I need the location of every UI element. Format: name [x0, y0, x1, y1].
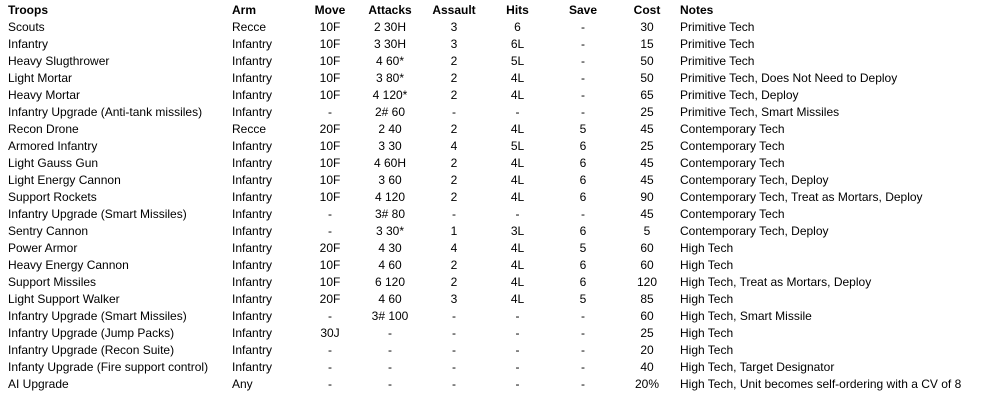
cell-arm: Infantry [232, 326, 273, 340]
cell-arm: Infantry [232, 275, 273, 289]
cell-notes: Primitive Tech, Does Not Need to Deploy [680, 71, 898, 85]
cell-move: - [328, 343, 332, 357]
cell-move: 10F [319, 258, 341, 272]
table-row [0, 325, 989, 342]
cell-assault: 3 [450, 37, 458, 51]
table-row [0, 155, 989, 172]
cell-troops: Power Armor [8, 241, 78, 255]
header-hits: Hits [506, 3, 529, 17]
table-row [0, 376, 989, 393]
cell-move: - [328, 377, 332, 391]
cell-assault: - [452, 309, 456, 323]
cell-move: - [328, 207, 332, 221]
cell-arm: Infantry [232, 37, 273, 51]
cell-move: 10F [319, 71, 341, 85]
cell-move: 20F [319, 241, 341, 255]
header-move: Move [314, 3, 346, 17]
cell-notes: Primitive Tech, Smart Missiles [680, 105, 840, 119]
cell-cost: 45 [640, 156, 654, 170]
cell-notes: Contemporary Tech [680, 156, 785, 170]
cell-troops: Infantry Upgrade (Smart Missiles) [8, 207, 187, 221]
cell-cost: 20 [640, 343, 654, 357]
cell-troops: Heavy Slugthrower [8, 54, 110, 68]
cell-attacks: - [388, 377, 392, 391]
cell-notes: Primitive Tech, Deploy [680, 88, 799, 102]
table-row [0, 240, 989, 257]
cell-save: - [581, 207, 585, 221]
cell-cost: 45 [640, 122, 654, 136]
cell-notes: High Tech [680, 241, 734, 255]
header-attacks: Attacks [368, 3, 412, 17]
cell-assault: 2 [450, 156, 458, 170]
cell-notes: Primitive Tech [680, 20, 755, 34]
cell-save: - [581, 37, 585, 51]
cell-troops: Heavy Mortar [8, 88, 81, 102]
cell-assault: 2 [450, 173, 458, 187]
cell-arm: Infantry [232, 292, 273, 306]
table-row [0, 104, 989, 121]
cell-arm: Infantry [232, 156, 273, 170]
header-troops: Troops [8, 3, 49, 17]
cell-attacks: 4 60H [373, 156, 407, 170]
table-row [0, 121, 989, 138]
cell-arm: Infantry [232, 190, 273, 204]
cell-assault: 3 [450, 20, 458, 34]
table-row [0, 172, 989, 189]
cell-attacks: - [388, 360, 392, 374]
cell-troops: Light Energy Cannon [8, 173, 121, 187]
cell-notes: High Tech [680, 258, 734, 272]
cell-save: - [581, 54, 585, 68]
cell-save: - [581, 360, 585, 374]
cell-arm: Infantry [232, 105, 273, 119]
cell-attacks: 2 30H [373, 20, 407, 34]
table-row [0, 342, 989, 359]
cell-move: 10F [319, 88, 341, 102]
cell-attacks: 3# 80 [374, 207, 406, 221]
cell-attacks: 6 120 [374, 275, 406, 289]
cell-notes: Contemporary Tech [680, 122, 785, 136]
cell-hits: 4L [510, 122, 525, 136]
table-row [0, 36, 989, 53]
cell-cost: 30 [640, 20, 654, 34]
cell-cost: 45 [640, 173, 654, 187]
cell-hits: 4L [510, 275, 525, 289]
cell-hits: 4L [510, 241, 525, 255]
cell-attacks: - [388, 326, 392, 340]
cell-hits: - [515, 343, 520, 357]
table-row [0, 138, 989, 155]
header-arm: Arm [232, 3, 257, 17]
cell-notes: Contemporary Tech [680, 207, 785, 221]
cell-hits: - [515, 326, 520, 340]
cell-arm: Infantry [232, 207, 273, 221]
cell-cost: 60 [640, 309, 654, 323]
cell-arm: Recce [232, 122, 267, 136]
table-row [0, 87, 989, 104]
cell-assault: 4 [450, 139, 458, 153]
header-assault: Assault [432, 3, 476, 17]
cell-save: - [581, 88, 585, 102]
header-notes: Notes [680, 3, 714, 17]
cell-troops: AI Upgrade [8, 377, 69, 391]
cell-save: 6 [579, 173, 587, 187]
cell-arm: Infantry [232, 258, 273, 272]
cell-assault: 2 [450, 190, 458, 204]
cell-cost: 45 [640, 207, 654, 221]
cell-attacks: 3# 100 [371, 309, 409, 323]
cell-assault: 2 [450, 122, 458, 136]
cell-attacks: 4 30 [378, 241, 402, 255]
cell-move: 10F [319, 173, 341, 187]
cell-troops: Support Rockets [8, 190, 97, 204]
cell-move: 10F [319, 190, 341, 204]
cell-arm: Infantry [232, 343, 273, 357]
cell-troops: Heavy Energy Cannon [8, 258, 129, 272]
cell-hits: 3L [510, 224, 525, 238]
cell-hits: 6 [514, 20, 521, 34]
cell-save: - [581, 20, 585, 34]
cell-attacks: 2 40 [378, 122, 402, 136]
cell-move: 10F [319, 156, 341, 170]
cell-save: 6 [579, 139, 587, 153]
cell-assault: - [452, 105, 456, 119]
cell-move: - [328, 224, 332, 238]
cell-hits: 5L [510, 139, 525, 153]
cell-hits: - [515, 105, 520, 119]
cell-hits: 4L [510, 71, 525, 85]
cell-arm: Infantry [232, 360, 273, 374]
cell-hits: 4L [510, 292, 525, 306]
cell-arm: Infantry [232, 224, 273, 238]
cell-attacks: 2# 60 [374, 105, 406, 119]
cell-save: 6 [579, 190, 587, 204]
cell-move: 10F [319, 54, 341, 68]
table-row [0, 53, 989, 70]
cell-hits: - [515, 377, 520, 391]
cell-attacks: 3 30 [378, 139, 402, 153]
cell-cost: 40 [640, 360, 654, 374]
cell-troops: Recon Drone [8, 122, 79, 136]
cell-hits: - [515, 309, 520, 323]
cell-cost: 50 [640, 71, 654, 85]
cell-save: - [581, 105, 585, 119]
cell-cost: 90 [640, 190, 654, 204]
cell-assault: 2 [450, 71, 458, 85]
cell-hits: 4L [510, 156, 525, 170]
table-row [0, 206, 989, 223]
table-row [0, 274, 989, 291]
header-save: Save [568, 3, 598, 17]
cell-notes: Contemporary Tech, Treat as Mortars, Deploy [680, 190, 923, 204]
cell-assault: - [452, 207, 456, 221]
cell-save: 5 [579, 241, 587, 255]
cell-save: 5 [579, 292, 587, 306]
cell-cost: 60 [640, 258, 654, 272]
cell-save: - [581, 343, 585, 357]
cell-assault: 4 [450, 241, 458, 255]
cell-attacks: 3 30H [373, 37, 407, 51]
cell-hits: - [515, 360, 520, 374]
cell-attacks: 4 60* [375, 54, 405, 68]
cell-cost: 65 [640, 88, 654, 102]
cell-notes: High Tech, Target Designator [680, 360, 835, 374]
cell-notes: Primitive Tech [680, 54, 755, 68]
cell-assault: 2 [450, 258, 458, 272]
cell-arm: Recce [232, 20, 267, 34]
cell-hits: 4L [510, 190, 525, 204]
cell-assault: 2 [450, 54, 458, 68]
cell-notes: Primitive Tech [680, 37, 755, 51]
cell-notes: Contemporary Tech, Deploy [680, 173, 829, 187]
cell-troops: Infantry Upgrade (Anti-tank missiles) [8, 105, 203, 119]
cell-save: 6 [579, 224, 587, 238]
cell-move: - [328, 360, 332, 374]
cell-arm: Any [232, 377, 253, 391]
cell-arm: Infantry [232, 139, 273, 153]
table-row [0, 19, 989, 36]
cell-troops: Sentry Cannon [8, 224, 89, 238]
cell-cost: 25 [640, 139, 654, 153]
cell-assault: 1 [450, 224, 458, 238]
cell-hits: 4L [510, 173, 525, 187]
cell-save: - [581, 377, 585, 391]
cell-troops: Infantry Upgrade (Recon Suite) [8, 343, 175, 357]
cell-move: - [328, 105, 332, 119]
cell-move: 10F [319, 37, 341, 51]
cell-attacks: 4 60 [378, 292, 402, 306]
table-row [0, 308, 989, 325]
cell-troops: Infantry [8, 37, 49, 51]
cell-arm: Infantry [232, 309, 273, 323]
table-row [0, 257, 989, 274]
cell-move: 20F [319, 122, 341, 136]
cell-arm: Infantry [232, 173, 273, 187]
cell-cost: 5 [643, 224, 651, 238]
cell-attacks: 3 30* [375, 224, 405, 238]
cell-assault: 2 [450, 88, 458, 102]
cell-cost: 25 [640, 105, 654, 119]
cell-notes: Contemporary Tech, Deploy [680, 224, 829, 238]
cell-save: 5 [579, 122, 587, 136]
header-cost: Cost [633, 3, 661, 17]
cell-assault: - [452, 326, 456, 340]
cell-attacks: 3 80* [375, 71, 405, 85]
table-row [0, 223, 989, 240]
cell-move: 10F [319, 139, 341, 153]
cell-save: 6 [579, 275, 587, 289]
cell-notes: Contemporary Tech [680, 139, 785, 153]
cell-hits: 4L [510, 88, 525, 102]
cell-cost: 50 [640, 54, 654, 68]
cell-assault: 3 [450, 292, 458, 306]
cell-attacks: 4 120* [372, 88, 408, 102]
cell-notes: High Tech [680, 292, 734, 306]
table-row [0, 359, 989, 376]
cell-troops: Support Missiles [8, 275, 97, 289]
cell-move: 10F [319, 20, 341, 34]
cell-notes: High Tech, Treat as Mortars, Deploy [680, 275, 872, 289]
cell-hits: 5L [510, 54, 525, 68]
cell-cost: 60 [640, 241, 654, 255]
cell-troops: Scouts [8, 20, 45, 34]
cell-troops: Infantry Upgrade (Jump Packs) [8, 326, 175, 340]
cell-notes: High Tech, Unit becomes self-ordering with a CV of 8 [680, 377, 962, 391]
cell-assault: - [452, 343, 456, 357]
cell-assault: - [452, 360, 456, 374]
cell-save: - [581, 71, 585, 85]
cell-arm: Infantry [232, 88, 273, 102]
cell-notes: High Tech [680, 343, 734, 357]
cell-hits: 4L [510, 258, 525, 272]
cell-save: - [581, 326, 585, 340]
cell-move: 30J [320, 326, 340, 340]
cell-attacks: 4 120 [374, 190, 406, 204]
cell-cost: 25 [640, 326, 654, 340]
cell-cost: 15 [640, 37, 654, 51]
cell-notes: High Tech, Smart Missile [680, 309, 812, 323]
cell-cost: 85 [640, 292, 654, 306]
cell-save: - [581, 309, 585, 323]
cell-troops: Light Mortar [8, 71, 73, 85]
cell-troops: Infanty Upgrade (Fire support control) [8, 360, 209, 374]
cell-save: 6 [579, 156, 587, 170]
table-header [0, 2, 989, 19]
cell-notes: High Tech [680, 326, 734, 340]
cell-assault: 2 [450, 275, 458, 289]
cell-troops: Infantry Upgrade (Smart Missiles) [8, 309, 187, 323]
cell-attacks: 3 60 [378, 173, 402, 187]
table-row [0, 70, 989, 87]
cell-troops: Light Gauss Gun [8, 156, 99, 170]
cell-arm: Infantry [232, 54, 273, 68]
cell-arm: Infantry [232, 71, 273, 85]
cell-cost: 120 [636, 275, 658, 289]
cell-assault: - [452, 377, 456, 391]
table-row [0, 189, 989, 206]
cell-attacks: - [388, 343, 392, 357]
cell-attacks: 4 60 [378, 258, 402, 272]
cell-move: 10F [319, 275, 341, 289]
cell-arm: Infantry [232, 241, 273, 255]
cell-move: 20F [319, 292, 341, 306]
cell-hits: 6L [510, 37, 525, 51]
table-row [0, 291, 989, 308]
cell-move: - [328, 309, 332, 323]
cell-cost: 20% [634, 377, 660, 391]
cell-troops: Light Support Walker [8, 292, 120, 306]
cell-hits: - [515, 207, 520, 221]
cell-save: 6 [579, 258, 587, 272]
cell-troops: Armored Infantry [8, 139, 98, 153]
